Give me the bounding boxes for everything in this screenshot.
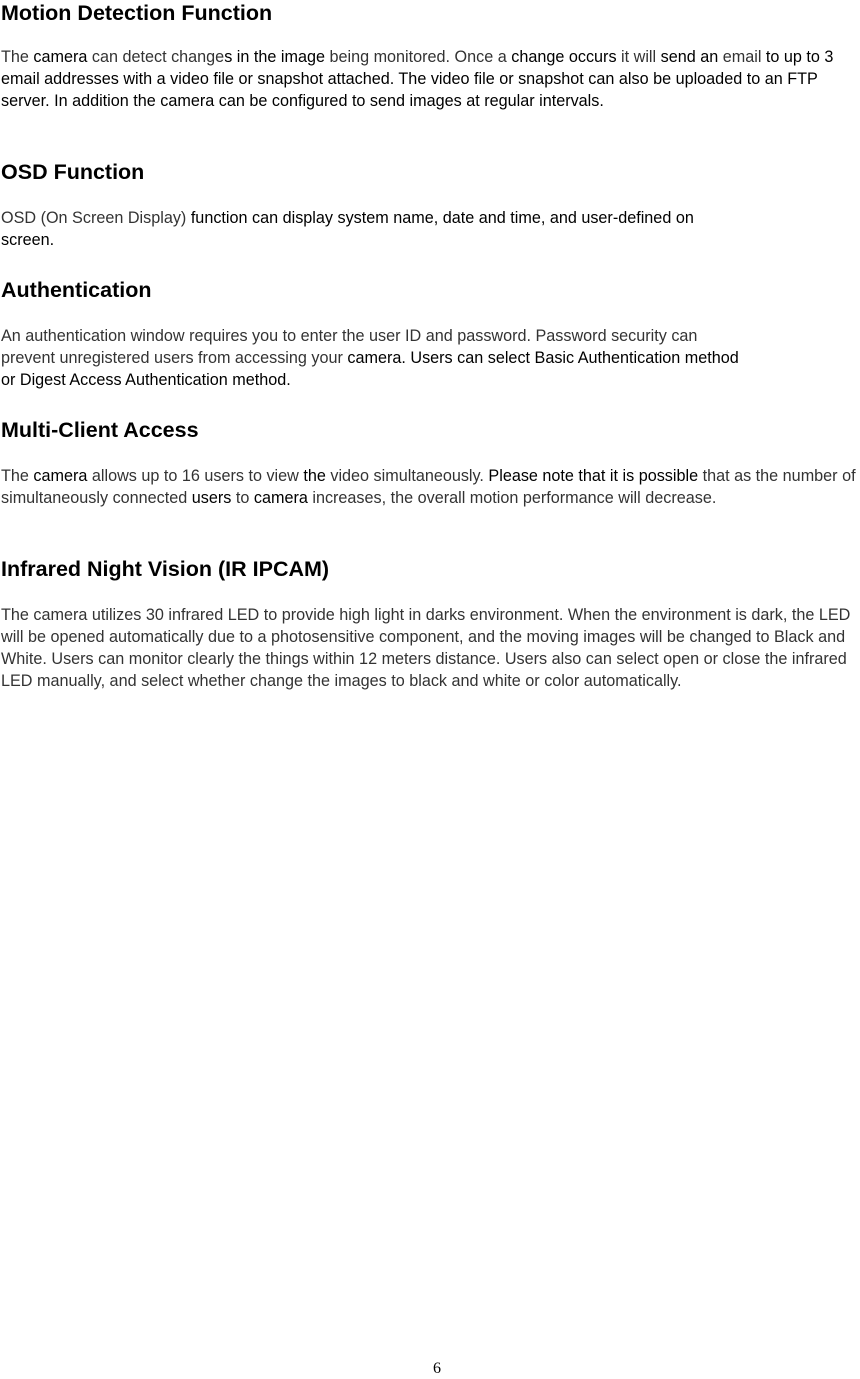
paragraph-authentication: An authentication window requires you to enter the user ID and password. Password security can prevent unregistered users from accessing your camera. Users can select Basic Authentication method or Digest Access Authentication method. [1,327,739,389]
heading-osd: OSD Function [1,160,145,184]
paragraph-motion-detection: The camera can detect changes in the image being monitored. Once a change occurs it will send an email to up to 3 email addresses with a video file or snapshot attached. The video file or snapshot can also be uploaded to an FTP server. In addition the camera can be configured to send images at regular intervals. [1,48,834,110]
heading-motion-detection: Motion Detection Function [1,1,273,25]
paragraph-infrared: The camera utilizes 30 infrared LED to provide high light in darks environment. When the environment is dark, the LED will be opened automatically due to a photosensitive component, and the moving images will be changed to Black and White. Users can monitor clearly the things within 12 meters distance. Users also can select open or close the infrared LED manually, and select whether change the images to black and white or color automatically. [1,606,851,690]
section-osd [1,159,859,251]
heading-infrared: Infrared Night Vision (IR IPCAM) [1,557,330,581]
section-motion-detection [1,0,859,112]
paragraph-osd: OSD (On Screen Display) function can display system name, date and time, and user-defined on screen. [1,209,694,249]
section-infrared [1,556,859,692]
heading-authentication: Authentication [1,278,152,302]
paragraph-multi-client: The camera allows up to 16 users to view the video simultaneously. Please note that it is possible that as the number of simultaneously connected users to camera increases, the overall motion performance will decrease. [1,467,856,507]
page-number: 6 [433,1360,441,1377]
section-multi-client [1,417,859,509]
section-authentication [1,277,859,391]
heading-multi-client: Multi-Client Access [1,418,199,442]
